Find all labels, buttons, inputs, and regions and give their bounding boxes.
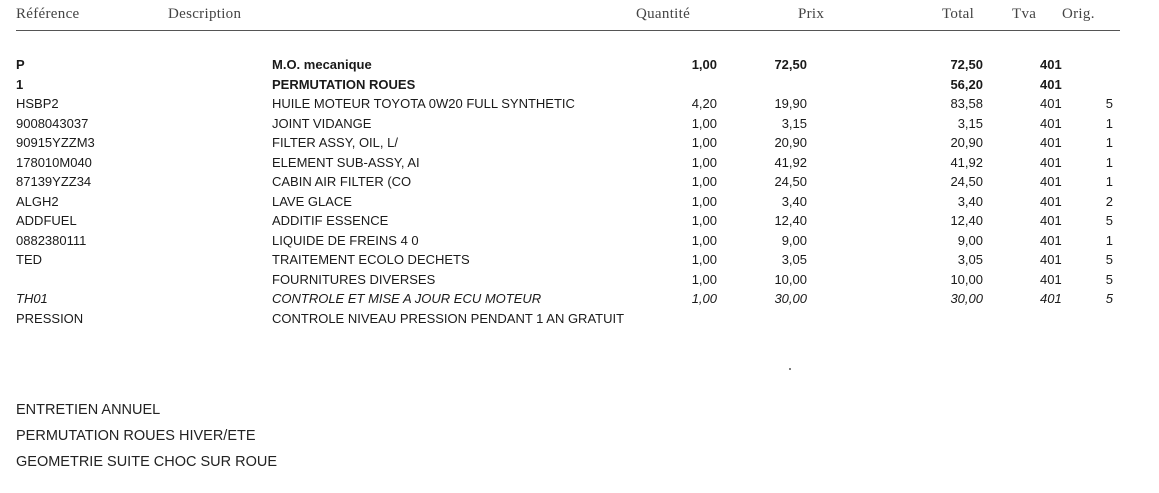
- row-description: TRAITEMENT ECOLO DECHETS: [272, 252, 470, 267]
- row-orig: 5: [1105, 213, 1113, 228]
- row-total: 41,92: [950, 154, 983, 170]
- row-orig: 5: [1105, 96, 1113, 111]
- row-reference: TED: [16, 252, 42, 267]
- scan-speck: [789, 368, 791, 370]
- row-description: M.O. mecanique: [272, 57, 372, 72]
- header-quantite: Quantité: [636, 6, 691, 22]
- row-description: CONTROLE NIVEAU PRESSION PENDANT 1 AN GRATUIT: [272, 310, 625, 326]
- row-description: FOURNITURES DIVERSES: [272, 271, 436, 287]
- row-total: 72,50: [950, 57, 983, 72]
- row-orig: 5: [1105, 291, 1113, 306]
- row-total: 3,40: [957, 193, 983, 209]
- row-tva: 401: [1040, 154, 1062, 170]
- row-quantity: 1,00: [691, 232, 717, 248]
- header-description: Description: [168, 6, 242, 22]
- row-quantity: 1,00: [691, 252, 717, 267]
- invoice-lines: [0, 57, 1159, 330]
- row-total: 56,20: [950, 76, 983, 92]
- row-description: CONTROLE ET MISE A JOUR ECU MOTEUR: [272, 291, 542, 306]
- header-divider: [16, 30, 1120, 31]
- row-quantity: 1,00: [691, 271, 717, 287]
- table-row: [0, 57, 1159, 77]
- row-total: 20,90: [950, 135, 983, 150]
- row-tva: 401: [1040, 76, 1062, 92]
- table-row: [0, 291, 1159, 311]
- row-quantity: 1,00: [691, 213, 717, 228]
- row-orig: 1: [1105, 135, 1113, 150]
- header-prix: Prix: [798, 6, 825, 22]
- row-description: FILTER ASSY, OIL, L/: [272, 135, 398, 150]
- row-orig: 5: [1105, 252, 1113, 267]
- row-tva: 401: [1040, 271, 1062, 287]
- table-row: [0, 311, 1159, 331]
- table-row: [0, 272, 1159, 292]
- row-orig: 1: [1105, 232, 1113, 248]
- row-reference: HSBP2: [16, 96, 59, 111]
- header-reference: Référence: [16, 6, 80, 22]
- row-quantity: 1,00: [691, 115, 717, 131]
- row-total: 9,00: [957, 232, 983, 248]
- table-row: [0, 135, 1159, 155]
- row-price: 12,40: [774, 213, 807, 228]
- row-reference: 90915YZZM3: [16, 135, 95, 150]
- row-price: 3,15: [781, 115, 807, 131]
- row-quantity: 1,00: [691, 154, 717, 170]
- row-reference: P: [16, 57, 25, 72]
- row-reference: ADDFUEL: [16, 213, 77, 228]
- row-tva: 401: [1040, 213, 1062, 228]
- row-description: LAVE GLACE: [272, 193, 352, 209]
- row-quantity: 1,00: [691, 135, 717, 150]
- row-reference: 1: [16, 76, 24, 92]
- row-orig: 1: [1105, 154, 1113, 170]
- notes-block: [16, 400, 277, 478]
- row-reference: 9008043037: [16, 115, 89, 131]
- note-line: ENTRETIEN ANNUEL: [16, 402, 161, 418]
- row-description: JOINT VIDANGE: [272, 115, 372, 131]
- row-tva: 401: [1040, 57, 1062, 72]
- row-orig: 1: [1105, 115, 1113, 131]
- row-reference: PRESSION: [16, 310, 84, 326]
- row-price: 3,40: [781, 193, 807, 209]
- row-total: 30,00: [950, 291, 983, 306]
- row-orig: 1: [1105, 174, 1113, 189]
- row-price: 3,05: [781, 252, 807, 267]
- row-reference: ALGH2: [16, 193, 59, 209]
- row-description: ELEMENT SUB-ASSY, AI: [272, 154, 420, 170]
- row-quantity: 4,20: [691, 96, 717, 111]
- row-reference: 178010M040: [16, 154, 92, 170]
- row-description: PERMUTATION ROUES: [272, 76, 416, 92]
- row-price: 20,90: [774, 135, 807, 150]
- row-orig: 5: [1105, 271, 1113, 287]
- row-price: 72,50: [774, 57, 807, 72]
- row-total: 12,40: [950, 213, 983, 228]
- row-tva: 401: [1040, 193, 1062, 209]
- table-row: [0, 194, 1159, 214]
- row-tva: 401: [1040, 232, 1062, 248]
- table-row: [0, 252, 1159, 272]
- row-price: 30,00: [774, 291, 807, 306]
- row-description: LIQUIDE DE FREINS 4 0: [272, 232, 419, 248]
- row-quantity: 1,00: [691, 193, 717, 209]
- row-description: ADDITIF ESSENCE: [272, 213, 389, 228]
- table-row: [0, 77, 1159, 97]
- table-row: [0, 174, 1159, 194]
- row-price: 41,92: [774, 154, 807, 170]
- row-tva: 401: [1040, 291, 1062, 306]
- header-orig: Orig.: [1062, 6, 1095, 22]
- row-quantity: 1,00: [691, 57, 717, 72]
- table-row: [0, 213, 1159, 233]
- row-price: 9,00: [781, 232, 807, 248]
- row-total: 24,50: [950, 174, 983, 189]
- table-row: [0, 233, 1159, 253]
- row-reference: 87139YZZ34: [16, 174, 92, 189]
- row-tva: 401: [1040, 252, 1062, 267]
- row-total: 3,15: [957, 115, 983, 131]
- row-reference: TH01: [16, 291, 48, 306]
- row-description: HUILE MOTEUR TOYOTA 0W20 FULL SYNTHETIC: [272, 96, 575, 111]
- header-total: Total: [942, 6, 975, 22]
- row-total: 83,58: [950, 96, 983, 111]
- row-total: 3,05: [957, 252, 983, 267]
- row-total: 10,00: [950, 271, 983, 287]
- row-tva: 401: [1040, 135, 1062, 150]
- note-line: GEOMETRIE SUITE CHOC SUR ROUE: [16, 454, 278, 470]
- row-quantity: 1,00: [691, 291, 717, 306]
- row-quantity: 1,00: [691, 174, 717, 189]
- row-tva: 401: [1040, 96, 1062, 111]
- note-line: PERMUTATION ROUES HIVER/ETE: [16, 428, 256, 444]
- row-price: 19,90: [774, 96, 807, 111]
- header-tva: Tva: [1012, 6, 1037, 22]
- row-price: 24,50: [774, 174, 807, 189]
- row-tva: 401: [1040, 115, 1062, 131]
- table-header: [0, 6, 1159, 30]
- row-tva: 401: [1040, 174, 1062, 189]
- row-orig: 2: [1105, 193, 1113, 209]
- table-row: [0, 96, 1159, 116]
- table-row: [0, 116, 1159, 136]
- table-row: [0, 155, 1159, 175]
- row-description: CABIN AIR FILTER (CO: [272, 174, 412, 189]
- row-price: 10,00: [774, 271, 807, 287]
- row-reference: 0882380111: [16, 232, 87, 248]
